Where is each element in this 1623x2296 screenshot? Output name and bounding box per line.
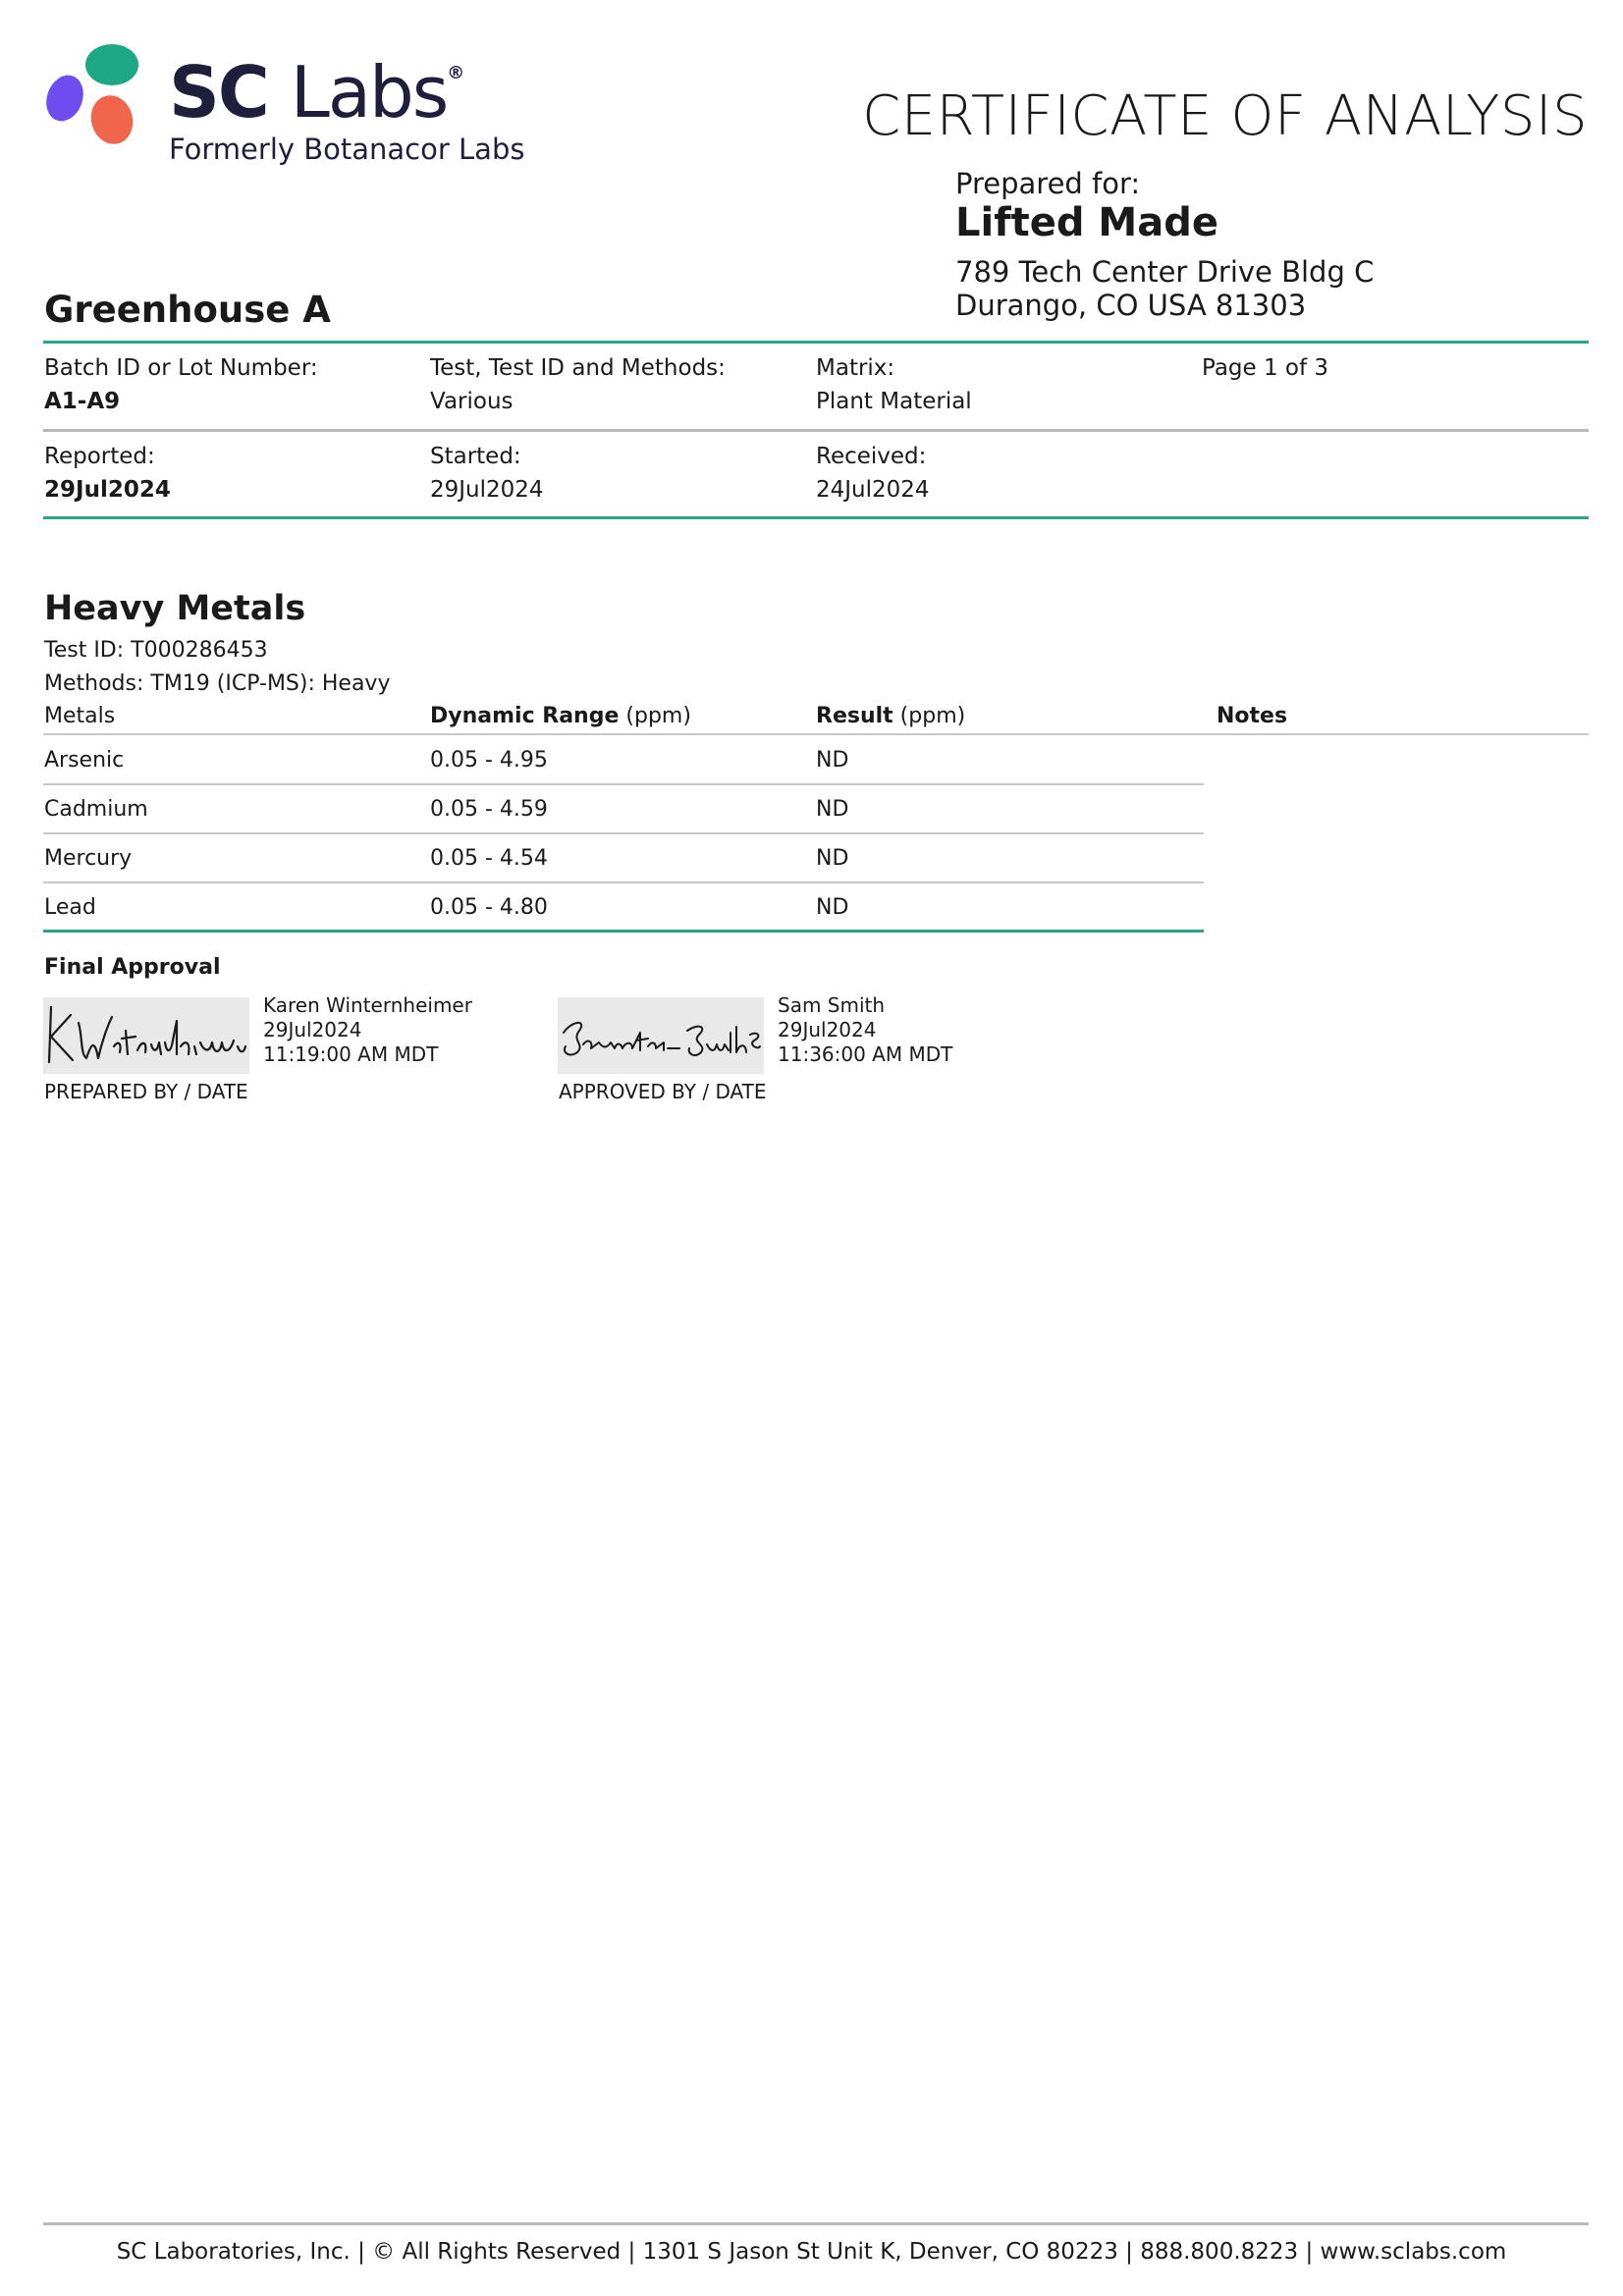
section-title: Heavy Metals [44, 589, 306, 628]
signed-time: 11:19:00 AM MDT [263, 1042, 439, 1066]
batch-value: A1-A9 [44, 389, 121, 414]
signer-name: Sam Smith [778, 993, 886, 1017]
range-cell: 0.05 - 4.59 [430, 797, 548, 822]
test-label: Test, Test ID and Methods: [430, 355, 726, 381]
signed-time: 11:36:00 AM MDT [778, 1042, 953, 1066]
signed-date: 29Jul2024 [778, 1018, 877, 1041]
prepared-for-label: Prepared for: [955, 167, 1141, 200]
methods-line-1: Methods: TM19 (ICP-MS): Heavy [44, 671, 391, 696]
footer-text: SC Laboratories, Inc. | © All Rights Reserved | 1301 S Jason St Unit K, Denver, CO 80223 | 888.800.8223 | www.sclabs.com [116, 2239, 1507, 2265]
divider [43, 429, 1589, 432]
test-value: Various [430, 389, 514, 414]
started-label: Started: [430, 444, 521, 469]
divider [43, 516, 1589, 519]
document-title: CERTIFICATE OF ANALYSIS [862, 84, 1588, 148]
prepared-signer-info [263, 993, 472, 1067]
approved-signer-info [778, 993, 952, 1067]
result-cell: ND [816, 846, 849, 871]
page-number: Page 1 of 3 [1202, 355, 1329, 381]
signed-date: 29Jul2024 [263, 1018, 362, 1041]
result-cell: ND [816, 895, 849, 920]
product-name: Greenhouse A [44, 289, 331, 331]
column-header-range: Dynamic Range (ppm) [430, 704, 691, 728]
final-approval-title: Final Approval [44, 955, 221, 980]
reported-label: Reported: [44, 444, 155, 469]
signature-image [558, 997, 764, 1074]
row-divider [43, 783, 1204, 785]
client-name: Lifted Made [955, 200, 1218, 245]
matrix-label: Matrix: [816, 355, 895, 381]
prepared-caption: PREPARED BY / DATE [44, 1080, 248, 1103]
reported-value: 29Jul2024 [44, 477, 171, 503]
test-id: Test ID: T000286453 [44, 638, 268, 663]
range-cell: 0.05 - 4.95 [430, 748, 548, 773]
row-divider [43, 881, 1204, 883]
address-line-2: Durango, CO USA 81303 [955, 289, 1307, 322]
analyte-cell: Cadmium [44, 797, 148, 822]
methods-line-2: Metals [44, 704, 116, 728]
result-cell: ND [816, 797, 849, 822]
batch-label: Batch ID or Lot Number: [44, 355, 318, 381]
received-value: 24Jul2024 [816, 477, 930, 503]
range-cell: 0.05 - 4.54 [430, 846, 548, 871]
signer-name: Karen Winternheimer [263, 993, 472, 1017]
prepared-signature [43, 997, 249, 1074]
analyte-cell: Lead [44, 895, 96, 920]
footer-divider [43, 2222, 1589, 2225]
column-header-notes: Notes [1217, 704, 1288, 728]
signature-image [43, 997, 249, 1074]
started-value: 29Jul2024 [430, 477, 544, 503]
received-label: Received: [816, 444, 927, 469]
table-header-divider [43, 733, 1589, 735]
row-divider [43, 832, 1204, 834]
column-header-result: Result (ppm) [816, 704, 966, 728]
range-cell: 0.05 - 4.80 [430, 895, 548, 920]
client-address [955, 255, 1374, 322]
logo-subtitle: Formerly Botanacor Labs [169, 133, 525, 166]
address-line-1: 789 Tech Center Drive Bldg C [955, 255, 1375, 289]
analyte-cell: Arsenic [44, 748, 125, 773]
result-cell: ND [816, 748, 849, 773]
logo-wordmark: SC Labs® [169, 51, 463, 133]
analyte-cell: Mercury [44, 846, 133, 871]
divider [43, 341, 1589, 344]
matrix-value: Plant Material [816, 389, 972, 414]
table-bottom-rule [43, 930, 1204, 933]
sc-labs-logo-mark [43, 43, 145, 149]
approved-signature [558, 997, 764, 1074]
approved-caption: APPROVED BY / DATE [559, 1080, 767, 1103]
